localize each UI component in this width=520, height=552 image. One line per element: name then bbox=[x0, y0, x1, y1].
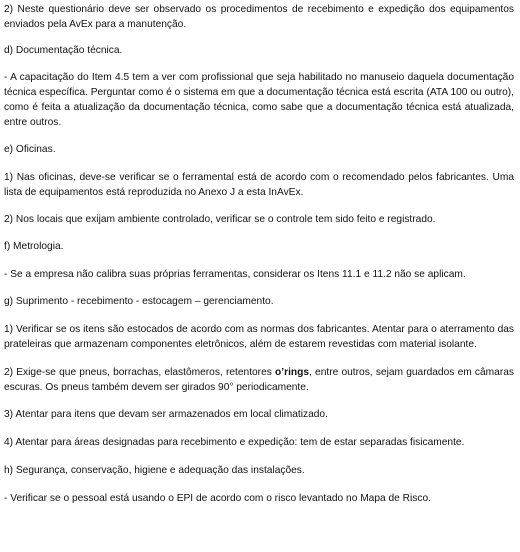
heading-suprimento: g) Suprimento - recebimento - estocagem – gerenciamento. bbox=[4, 296, 274, 307]
paragraph-metrologia-calibracao: - Se a empresa não calibra suas próprias ferramentas, considerar os Itens 11.1 e 11.2 não se aplicam. bbox=[4, 269, 466, 280]
paragraph-pneus-text-b: , entre outros, sejam guardados em câmaras escuras. Os pneus também devem ser girados 90° periodicamente. bbox=[4, 367, 514, 393]
paragraph-documentacao-detail: - A capacitação do Item 4.5 tem a ver com profissional que seja habilitado no manuseio daquela documentação técnica específica. Perguntar como é o sistema em que a documentação técnica está escrita (ATA 100 ou outro), como é feita a atualização da documentação técnica, como sabe que a documentação técnica está atualizada, entre outros. bbox=[4, 72, 514, 128]
paragraph-pneus-bold-term: o’rings bbox=[275, 367, 310, 378]
heading-seguranca: h) Segurança, conservação, higiene e adequação das instalações. bbox=[4, 465, 305, 476]
heading-oficinas: e) Oficinas. bbox=[4, 144, 56, 155]
paragraph-questionnaire-note: 2) Neste questionário deve ser observado os procedimentos de recebimento e expedição dos equipamentos enviados pela AvEx para a manutenção. bbox=[4, 4, 514, 30]
paragraph-suprimento-climatizado: 3) Atentar para itens que devam ser armazenados em local climatizado. bbox=[4, 409, 328, 420]
heading-metrologia: f) Metrologia. bbox=[4, 241, 64, 252]
paragraph-oficinas-ambiente: 2) Nos locais que exijam ambiente controlado, verificar se o controle tem sido feito e registrado. bbox=[4, 214, 436, 225]
paragraph-oficinas-ferramental: 1) Nas oficinas, deve-se verificar se o ferramental está de acordo com o recomendado pelos fabricantes. Uma lista de equipamentos está reproduzida no Anexo J a esta InAvEx. bbox=[4, 172, 514, 198]
paragraph-seguranca-epi: - Verificar se o pessoal está usando o EPI de acordo com o risco levantado no Mapa de Risco. bbox=[4, 493, 431, 504]
paragraph-suprimento-pneus bbox=[4, 365, 514, 395]
paragraph-pneus-text-a: 2) Exige-se que pneus, borrachas, elastômeros, retentores bbox=[4, 367, 276, 378]
heading-documentacao-tecnica: d) Documentação técnica. bbox=[4, 45, 123, 56]
paragraph-suprimento-estocagem: 1) Verificar se os itens são estocados de acordo com as normas dos fabricantes. Atentar para o aterramento das prateleiras que armazenam componentes eletrônicos, além de estarem revestidas com material isolante. bbox=[4, 324, 514, 350]
paragraph-suprimento-areas: 4) Atentar para áreas designadas para recebimento e expedição: tem de estar separadas fisicamente. bbox=[4, 437, 465, 448]
